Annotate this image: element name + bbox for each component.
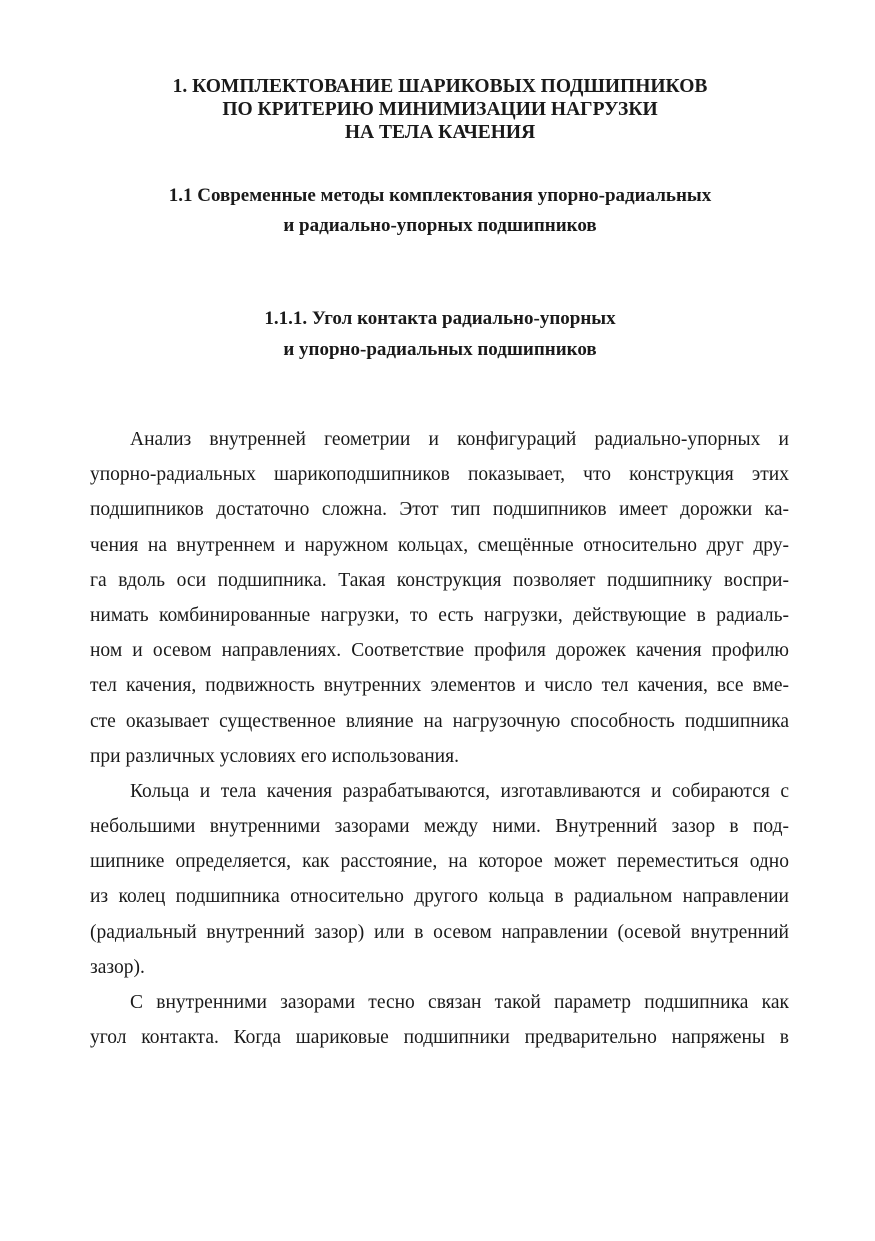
text-line: Анализ внутренней геометрии и конфигураций радиально-упорных и (130, 429, 789, 450)
subsection-title-line: 1.1.1. Угол контакта радиально-упорных (264, 308, 616, 329)
text-line: упорно-радиальных шарикоподшипников показывает, что конструкция этих (90, 464, 789, 486)
section-title-line: и радиально-упорных подшипников (283, 215, 597, 236)
text-line: подшипников достаточно сложна. Этот тип подшипников имеет дорожки ка- (90, 499, 789, 521)
text-line: сте оказывает существенное влияние на нагрузочную способность подшипника (90, 710, 789, 732)
paragraph (90, 422, 789, 774)
chapter-title (90, 75, 790, 144)
paragraph (90, 774, 789, 985)
chapter-title-line: 1. КОМПЛЕКТОВАНИЕ ШАРИКОВЫХ ПОДШИПНИКОВ (172, 76, 708, 97)
text-line: тел качения, подвижность внутренних элементов и число тел качения, все вме- (90, 675, 789, 697)
text-line: га вдоль оси подшипника. Такая конструкция позволяет подшипнику воспри- (90, 569, 789, 591)
section-title (90, 181, 790, 241)
text-line: ном и осевом направлениях. Соответствие профиля дорожек качения профилю (90, 640, 789, 662)
text-line: (радиальный внутренний зазор) или в осевом направлении (осевой внутренний (90, 921, 789, 943)
body-text (90, 422, 789, 1055)
text-line: Кольца и тела качения разрабатываются, изготавливаются и собираются с (130, 780, 789, 802)
text-line: шипнике определяется, как расстояние, на которое может переместиться одно (90, 851, 789, 873)
text-line: угол контакта. Когда шариковые подшипники предварительно напряжены в (90, 1027, 789, 1049)
text-line: нимать комбинированные нагрузки, то есть нагрузки, действующие в радиаль- (90, 604, 789, 626)
chapter-title-line: НА ТЕЛА КАЧЕНИЯ (344, 122, 536, 143)
subsection-title-line: и упорно-радиальных подшипников (283, 339, 597, 360)
chapter-title-line: ПО КРИТЕРИЮ МИНИМИЗАЦИИ НАГРУЗКИ (222, 99, 658, 120)
text-line: из колец подшипника относительно другого кольца в радиальном направлении (90, 886, 789, 908)
text-line: при различных условиях его использования. (90, 745, 459, 767)
section-title-line: 1.1 Современные методы комплектования упорно-радиальных (168, 185, 712, 206)
text-line: чения на внутреннем и наружном кольцах, смещённые относительно друг дру- (90, 534, 789, 556)
text-line: С внутренними зазорами тесно связан такой параметр подшипника как (130, 992, 789, 1013)
text-line: небольшими внутренними зазорами между ними. Внутренний зазор в под- (90, 816, 789, 838)
paragraph (90, 985, 789, 1055)
subsection-title (90, 303, 790, 365)
text-line: зазор). (90, 956, 145, 978)
